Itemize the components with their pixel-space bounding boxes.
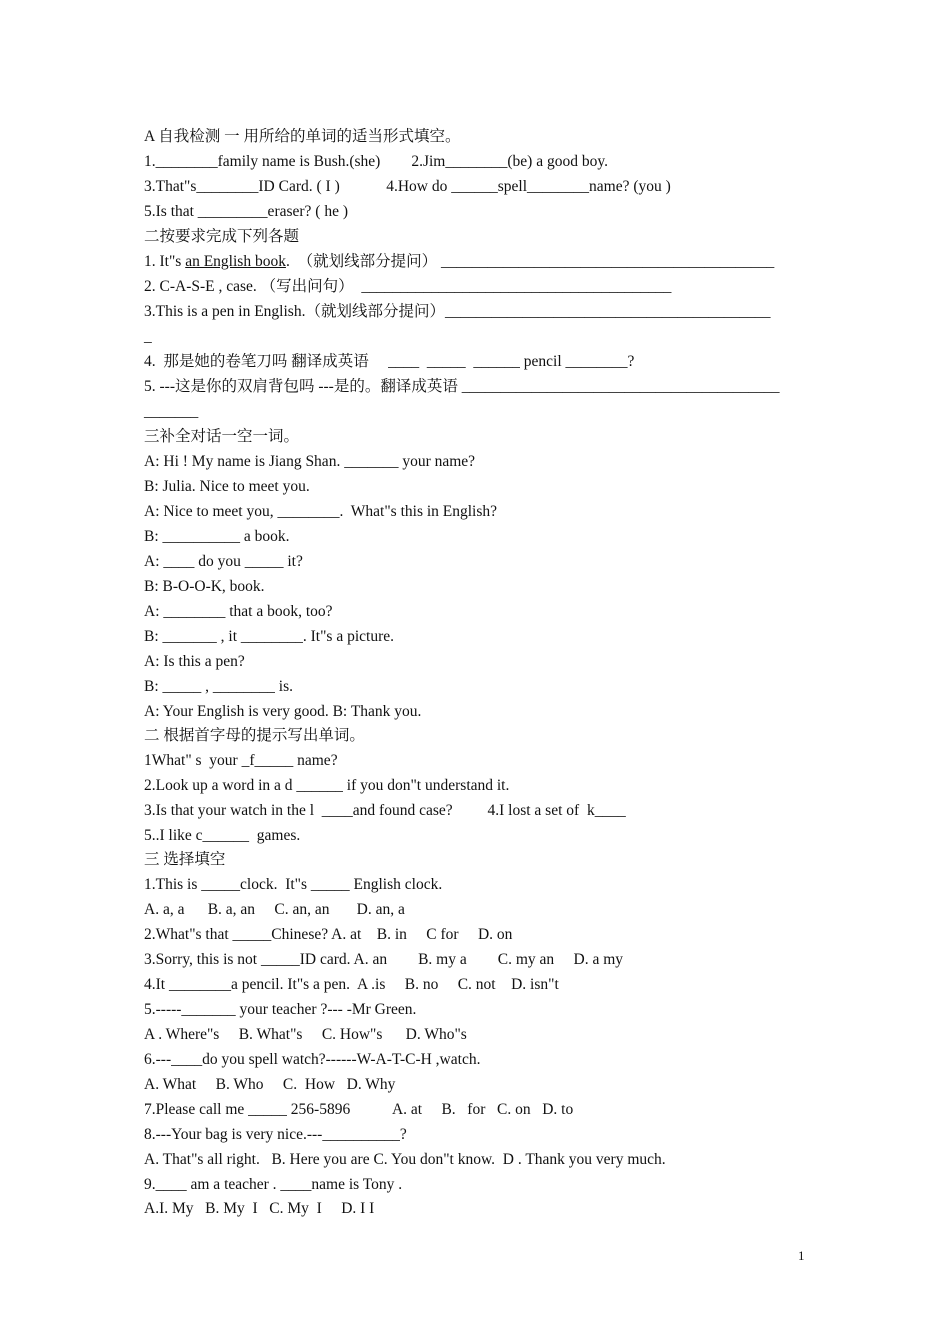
question-line: 5.-----_______ your teacher ?--- -Mr Green. — [144, 1001, 417, 1018]
dialog-line: B: __________ a book. — [144, 528, 290, 545]
text-line: 3.That"s________ID Card. ( I ) 4.How do ______spell________name? (you ) — [144, 178, 671, 195]
dialog-line: B: B-O-O-K, book. — [144, 578, 265, 595]
text-line: 5.Is that _________eraser? ( he ) — [144, 203, 349, 220]
dialog-line: A: Is this a pen? — [144, 653, 245, 670]
underlined-phrase: an English book — [185, 253, 286, 270]
dialog-line: B: _____ , ________ is. — [144, 678, 293, 695]
text-line: 5. ---这是你的双肩背包吗 ---是的。翻译成英语 _________________________________________ — [144, 378, 780, 395]
dialog-line: A: Hi ! My name is Jiang Shan. _______ your name? — [144, 453, 476, 470]
page-number: 1 — [798, 1248, 805, 1263]
text-line: 5..I like c______ games. — [144, 827, 301, 844]
dialog-line: B: Julia. Nice to meet you. — [144, 478, 310, 495]
line-suffix: . （就划线部分提问） ___________________________________________ — [285, 253, 775, 270]
options-line: A . Where"s B. What"s C. How"s D. Who"s — [144, 1026, 467, 1043]
text-line: 2. C-A-S-E , case. （写出问句） ________________________________________ — [144, 278, 672, 295]
text-line: 4. 那是她的卷笔刀吗 翻译成英语 ____ _____ ______ pencil ________? — [144, 353, 635, 370]
dialog-line: A: Your English is very good. B: Thank you. — [144, 703, 422, 720]
question-line: 9.____ am a teacher . ____name is Tony . — [144, 1176, 403, 1193]
text-line: 1What" s your _f_____ name? — [144, 752, 338, 769]
question-line: 3.Sorry, this is not _____ID card. A. an B. my a C. my an D. a my — [144, 951, 624, 968]
dialog-line: A: Nice to meet you, ________. What"s this in English? — [144, 503, 498, 520]
text-line — [144, 252, 774, 272]
section-heading: 二 根据首字母的提示写出单词。 — [144, 727, 365, 744]
line-prefix: 1. It"s — [144, 253, 186, 270]
text-line: _ — [144, 328, 152, 345]
question-line: 4.It ________a pencil. It"s a pen. A .is B. no C. not D. isn"t — [144, 976, 559, 993]
text-line: 2.Look up a word in a d ______ if you don"t understand it. — [144, 777, 510, 794]
section-heading: 三补全对话一空一词。 — [144, 428, 300, 445]
text-line: _______ — [144, 403, 199, 420]
options-line: A. That"s all right. B. Here you are C. You don"t know. D . Thank you very much. — [144, 1151, 666, 1168]
text-line: 3.This is a pen in English.（就划线部分提问）__________________________________________ — [144, 303, 771, 320]
options-line: A. a, a B. a, an C. an, an D. an, a — [144, 901, 405, 918]
question-line: 2.What"s that _____Chinese? A. at B. in C for D. on — [144, 926, 513, 943]
section-heading: 二按要求完成下列各题 — [144, 228, 300, 245]
section-heading: 三 选择填空 — [144, 851, 226, 868]
dialog-line: B: _______ , it ________. It"s a picture. — [144, 628, 394, 645]
dialog-line: A: ____ do you _____ it? — [144, 553, 303, 570]
text-line: 3.Is that your watch in the l ____and found case? 4.I lost a set of k____ — [144, 802, 626, 819]
question-line: 6.---____do you spell watch?------W-A-T-C-H ,watch. — [144, 1051, 481, 1068]
options-line: A.I. My B. My I C. My I D. I I — [144, 1200, 375, 1217]
question-line: 7.Please call me _____ 256-5896 A. at B. for C. on D. to — [144, 1101, 574, 1118]
section-title-a: A 自我检测 一 用所给的单词的适当形式填空。 — [144, 128, 461, 145]
text-line: 1.________family name is Bush.(she) 2.Jim________(be) a good boy. — [144, 153, 608, 170]
question-line: 8.---Your bag is very nice.---__________? — [144, 1126, 407, 1143]
question-line: 1.This is _____clock. It"s _____ English clock. — [144, 876, 443, 893]
dialog-line: A: ________ that a book, too? — [144, 603, 333, 620]
options-line: A. What B. Who C. How D. Why — [144, 1076, 396, 1093]
